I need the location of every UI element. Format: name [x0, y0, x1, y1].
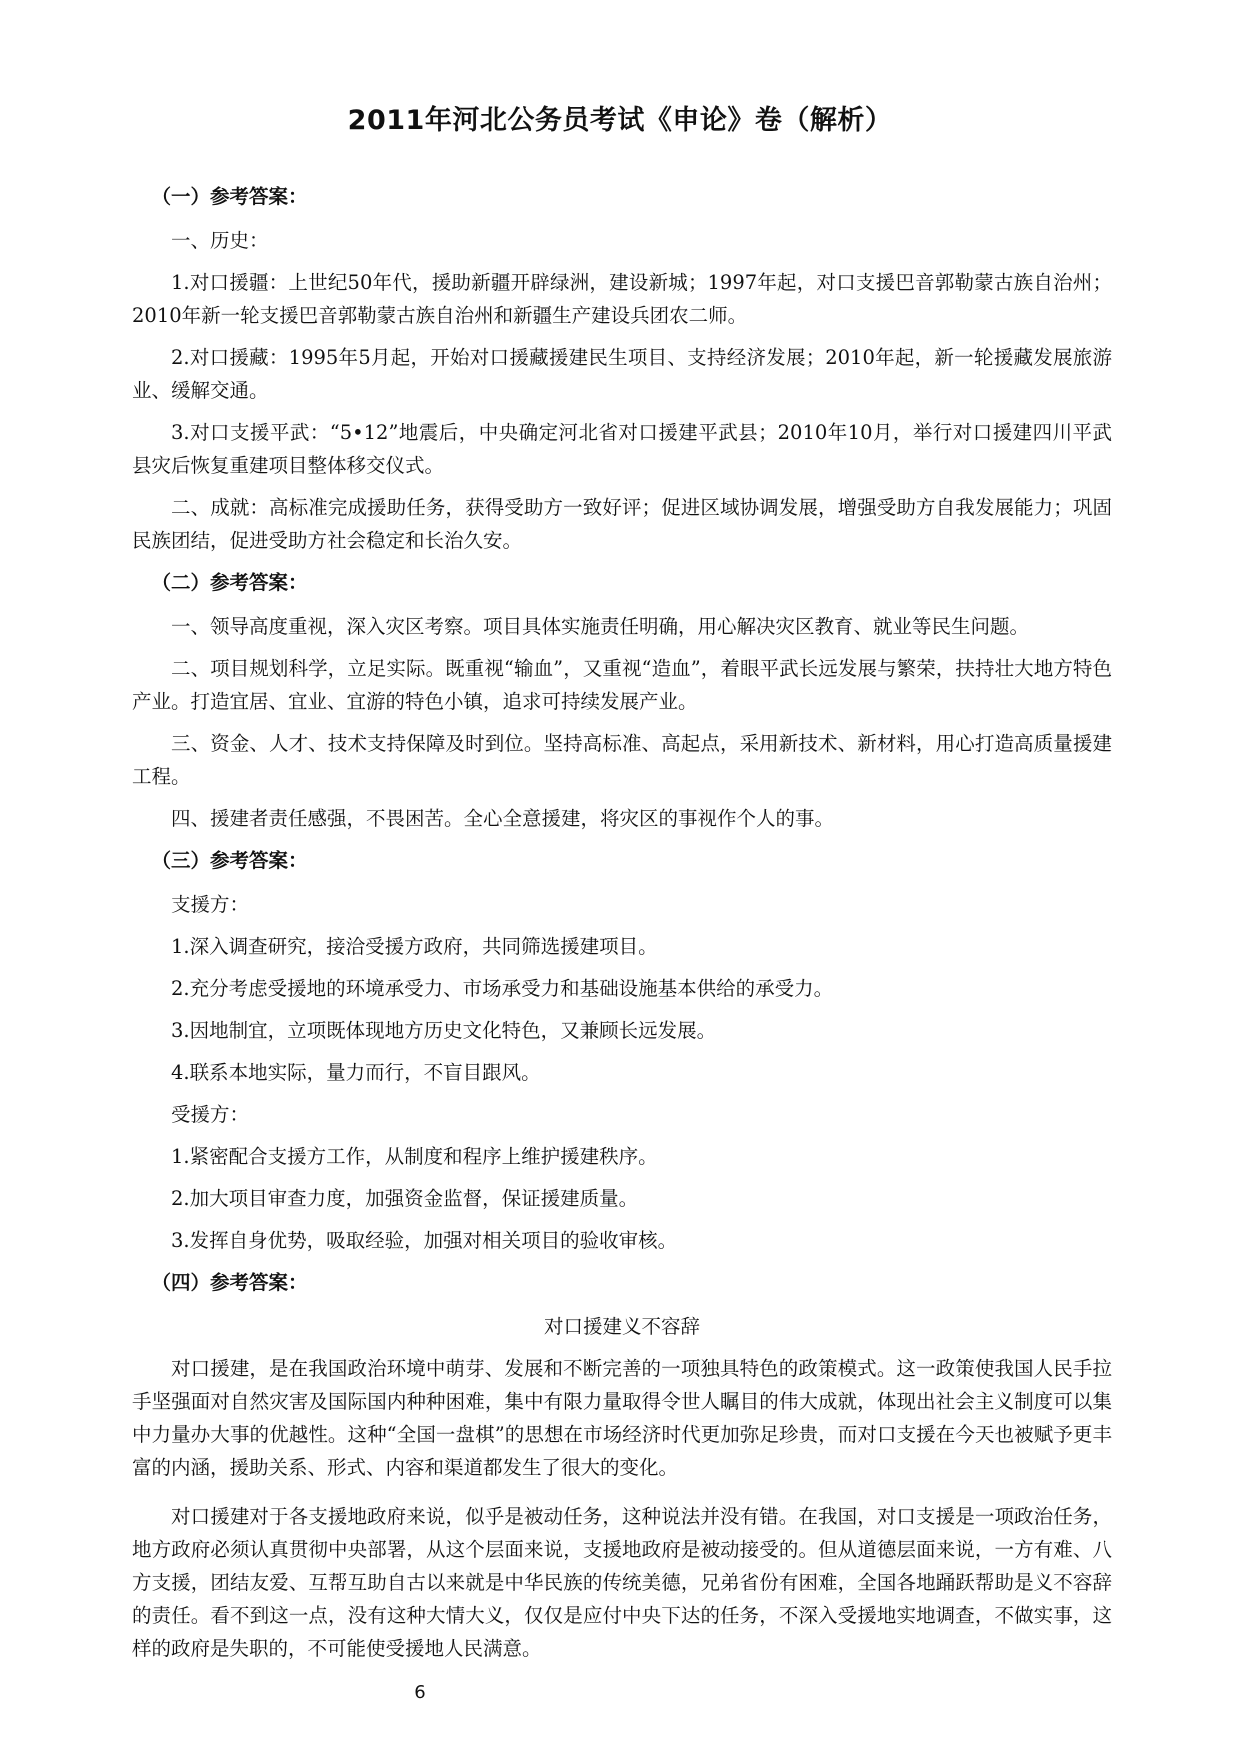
section1-heading: （一）参考答案：	[151, 185, 308, 208]
section2-heading: （二）参考答案：	[151, 571, 308, 594]
essay-title: 对口援建义不容辞	[543, 1315, 700, 1338]
history-item-3: 3.对口支援平武：“5•12”地震后，中央确定河北省对口援建平武县；2010年10月，举行对口援建四川平武县灾后恢复重建项目整体移交仪式。	[132, 421, 1112, 477]
achievement-paragraph: 二、成就：高标准完成援助任务，获得受助方一致好评；促进区域协调发展，增强受助方自我发展能力；巩固民族团结，促进受助方社会稳定和长治久安。	[132, 496, 1112, 552]
supporter-item-2: 2.充分考虑受援地的环境承受力、市场承受力和基础设施基本供给的承受力。	[171, 977, 834, 1000]
section2-paragraph-3: 三、资金、人才、技术支持保障及时到位。坚持高标准、高起点，采用新技术、新材料，用心打造高质量援建工程。	[132, 732, 1112, 788]
essay-paragraph-2: 对口援建对于各支援地政府来说，似乎是被动任务，这种说法并没有错。在我国，对口支援是一项政治任务，地方政府必须认真贯彻中央部署，从这个层面来说，支援地政府是被动接受的。但从道德层面来说，一方有难、八方支援，团结友爱、互帮互助自古以来就是中华民族的传统美德，兄弟省份有困难，全国各地踊跃帮助是义不容辞的责任。看不到这一点，没有这种大情大义，仅仅是应付中央下达的任务，不深入受援地实地调查，不做实事，这样的政府是失职的，不可能使受援地人民满意。	[132, 1505, 1112, 1660]
supporter-item-1: 1.深入调查研究，接洽受援方政府，共同筛选援建项目。	[171, 935, 658, 958]
history-label: 一、历史：	[171, 229, 269, 252]
page-number: 6	[414, 1682, 426, 1703]
recipient-item-2: 2.加大项目审查力度，加强资金监督，保证援建质量。	[171, 1187, 639, 1210]
supporter-label: 支援方：	[171, 893, 250, 916]
recipient-item-3: 3.发挥自身优势，吸取经验，加强对相关项目的验收审核。	[171, 1229, 678, 1252]
section2-paragraph-4: 四、援建者责任感强，不畏困苦。全心全意援建，将灾区的事视作个人的事。	[171, 807, 835, 830]
section2-paragraph-1: 一、领导高度重视，深入灾区考察。项目具体实施责任明确，用心解决灾区教育、就业等民生问题。	[171, 615, 1030, 638]
essay-paragraph-1: 对口援建，是在我国政治环境中萌芽、发展和不断完善的一项独具特色的政策模式。这一政策使我国人民手拉手坚强面对自然灾害及国际国内种种困难，集中有限力量取得令世人瞩目的伟大成就，体现出社会主义制度可以集中力量办大事的优越性。这种“全国一盘棋”的思想在市场经济时代更加弥足珍贵，而对口支援在今天也被赋予更丰富的内涵，援助关系、形式、内容和渠道都发生了很大的变化。	[132, 1357, 1112, 1479]
history-item-1: 1.对口援疆：上世纪50年代，援助新疆开辟绿洲，建设新城；1997年起，对口支援巴音郭勒蒙古族自治州；2010年新一轮支援巴音郭勒蒙古族自治州和新疆生产建设兵团农二师。	[132, 271, 1112, 327]
history-item-2: 2.对口援藏：1995年5月起，开始对口援藏援建民生项目、支持经济发展；2010年起，新一轮援藏发展旅游业、缓解交通。	[132, 346, 1112, 402]
document-title: 2011年河北公务员考试《申论》卷（解析）	[347, 105, 893, 136]
section4-heading: （四）参考答案：	[151, 1271, 308, 1294]
section2-paragraph-2: 二、项目规划科学，立足实际。既重视“输血”，又重视“造血”，着眼平武长远发展与繁荣，扶持壮大地方特色产业。打造宜居、宜业、宜游的特色小镇，追求可持续发展产业。	[132, 657, 1112, 713]
recipient-label: 受援方：	[171, 1103, 250, 1126]
supporter-item-4: 4.联系本地实际，量力而行，不盲目跟风。	[171, 1061, 541, 1084]
document-body	[132, 180, 1112, 1674]
section3-heading: （三）参考答案：	[151, 849, 308, 872]
recipient-item-1: 1.紧密配合支援方工作，从制度和程序上维护援建秩序。	[171, 1145, 658, 1168]
supporter-item-3: 3.因地制宜，立项既体现地方历史文化特色，又兼顾长远发展。	[171, 1019, 717, 1042]
